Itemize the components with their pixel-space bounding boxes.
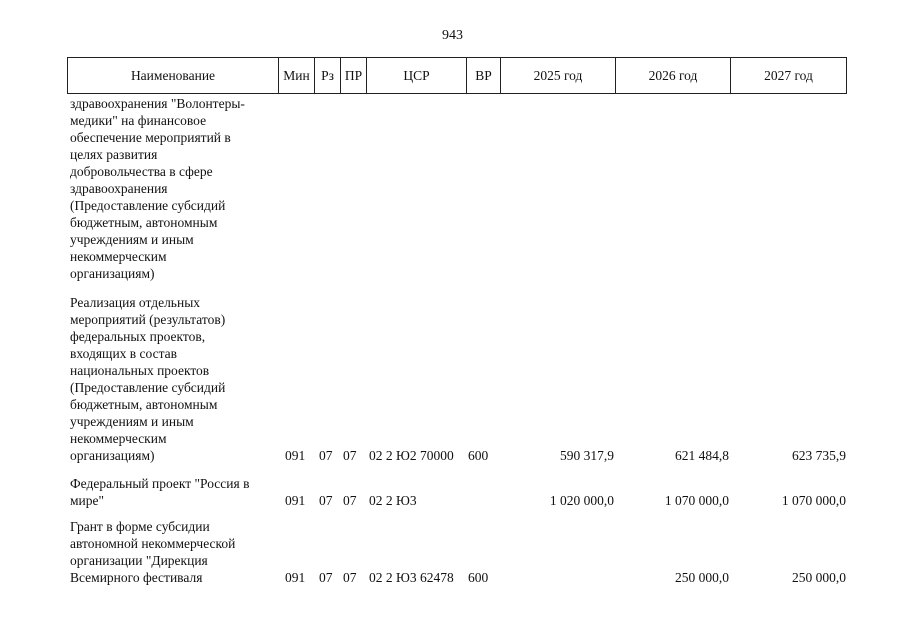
cell-min: 091 (285, 493, 306, 508)
cell-vr: 600 (468, 448, 489, 463)
header-2026: 2026 год (616, 58, 731, 93)
header-min: Мин (279, 58, 315, 93)
cell-2025: 1 020 000,0 (549, 493, 614, 508)
cell-csr: 02 2 Ю2 70000 (369, 448, 454, 463)
cell-min: 091 (285, 448, 306, 463)
header-rz: Рз (315, 58, 341, 93)
table-row-description: здравоохранения "Волонтеры- медики" на финансовое обеспечение мероприятий в целях развития добровольчества в сфере здравоохранения (Предоставление субсидий бюджетным, автономным учреждениям и иным некоммерческим организациям) (70, 96, 245, 281)
cell-2025: 590 317,9 (560, 448, 614, 463)
cell-pr: 07 (343, 570, 357, 585)
header-2025: 2025 год (501, 58, 616, 93)
header-name: Наименование (67, 58, 279, 93)
cell-2026: 621 484,8 (675, 448, 729, 463)
cell-2027: 623 735,9 (792, 448, 846, 463)
cell-2026: 1 070 000,0 (664, 493, 729, 508)
cell-pr: 07 (343, 448, 357, 463)
cell-2027: 1 070 000,0 (781, 493, 846, 508)
cell-min: 091 (285, 570, 306, 585)
cell-csr: 02 2 Ю3 (369, 493, 417, 508)
cell-rz: 07 (319, 570, 333, 585)
cell-2026: 250 000,0 (675, 570, 729, 585)
cell-pr: 07 (343, 493, 357, 508)
header-vr: ВР (467, 58, 501, 93)
table-row-description: Федеральный проект "Россия в мире" (70, 476, 250, 508)
cell-csr: 02 2 Ю3 62478 (369, 570, 454, 585)
header-2027: 2027 год (731, 58, 847, 93)
header-csr: ЦСР (367, 58, 467, 93)
cell-vr: 600 (468, 570, 489, 585)
cell-rz: 07 (319, 493, 333, 508)
cell-rz: 07 (319, 448, 333, 463)
table-row-description: Грант в форме субсидии автономной некоммерческой организации "Дирекция Всемирного фестиваля (70, 519, 236, 585)
header-pr: ПР (341, 58, 367, 93)
cell-2027: 250 000,0 (792, 570, 846, 585)
table-row-description: Реализация отдельных мероприятий (результатов) федеральных проектов, входящих в состав национальных проектов (Предоставление субсидий бюджетным, автономным учреждениям и иным некоммерческим организациям) (70, 295, 226, 463)
page-number: 943 (442, 28, 463, 43)
table-header (67, 57, 847, 94)
